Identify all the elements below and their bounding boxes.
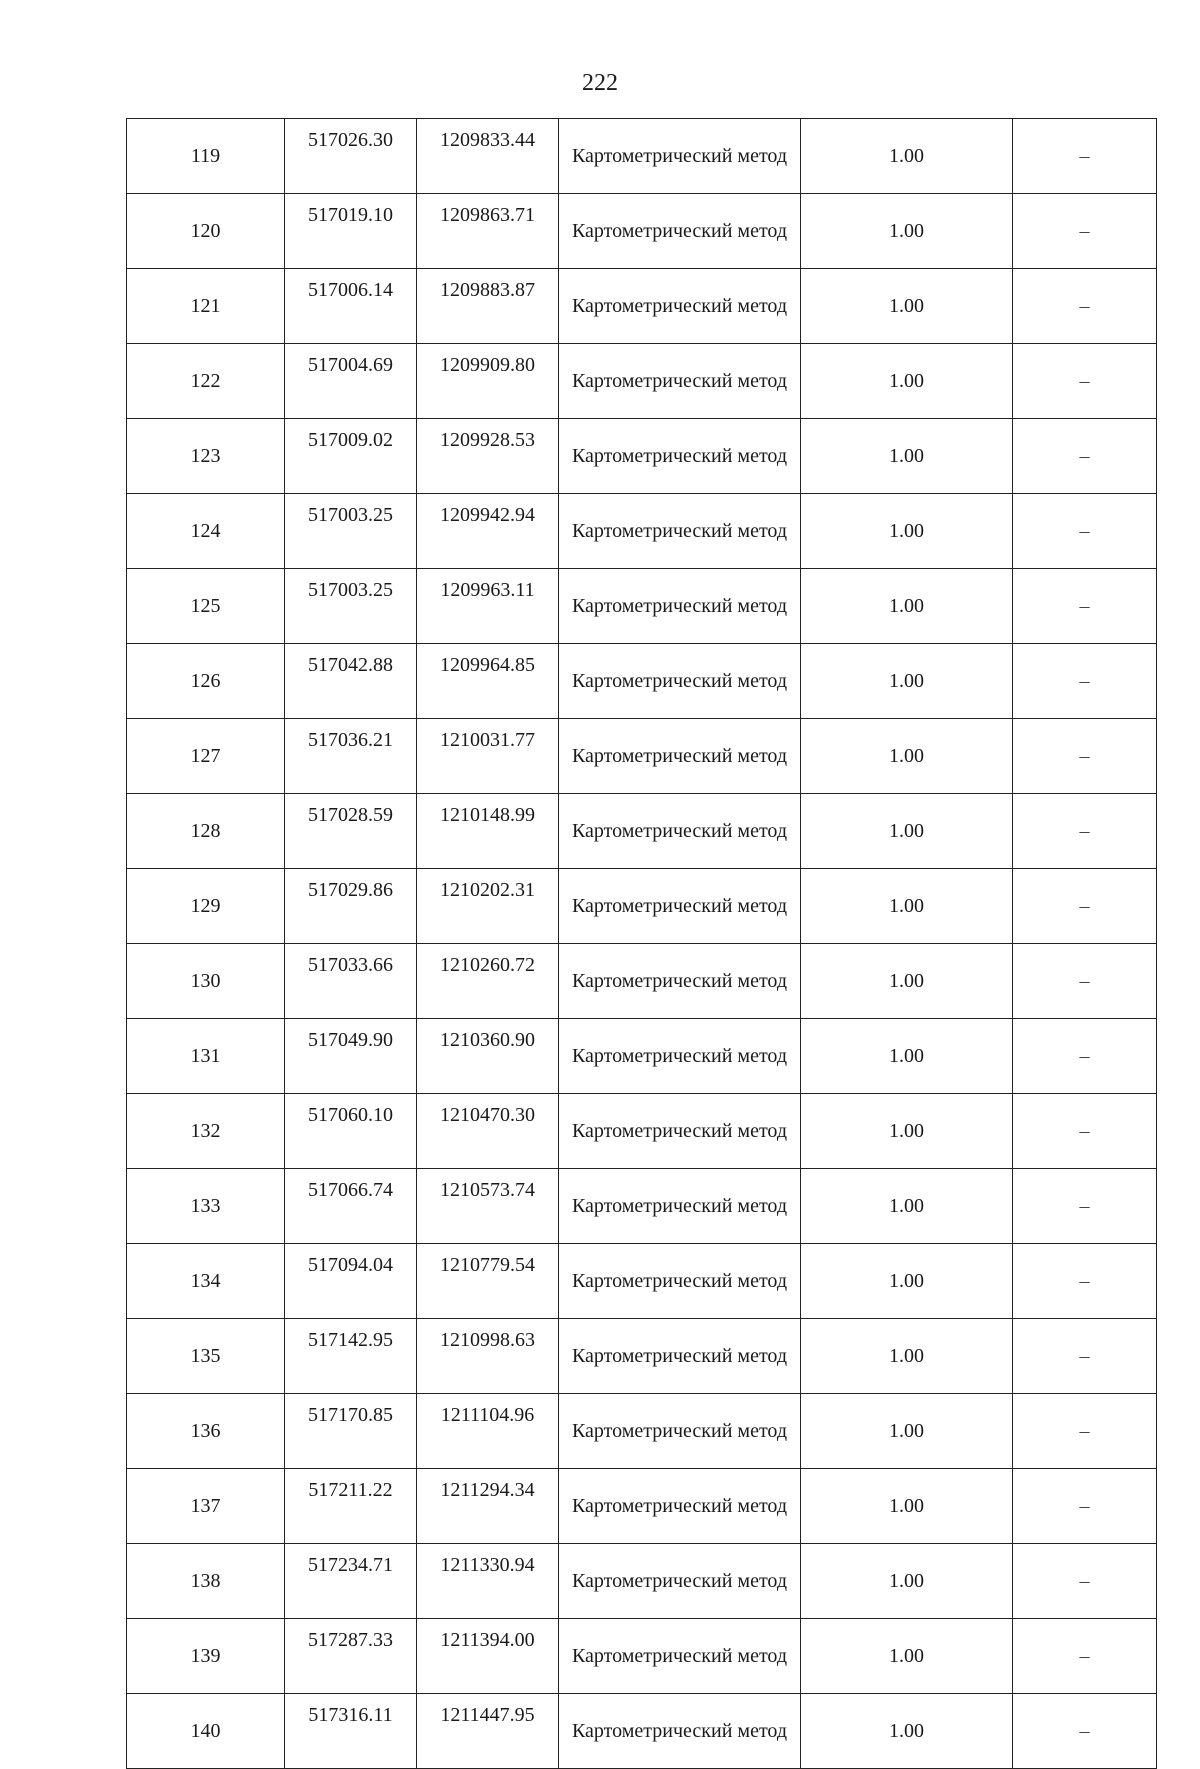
description-cell: – [1013,494,1157,569]
x-coordinate-cell: 517033.66 [285,944,417,1019]
accuracy-cell: 1.00 [801,569,1013,644]
point-number-cell: 138 [127,1544,285,1619]
accuracy-cell: 1.00 [801,1019,1013,1094]
method-cell: Картометрический метод [559,1394,801,1469]
x-coordinate-cell: 517004.69 [285,344,417,419]
accuracy-cell: 1.00 [801,344,1013,419]
y-coordinate-cell: 1210031.77 [417,719,559,794]
y-coordinate-cell: 1210998.63 [417,1319,559,1394]
method-cell: Картометрический метод [559,1169,801,1244]
description-cell: – [1013,1469,1157,1544]
y-coordinate-cell: 1211447.95 [417,1694,559,1769]
method-cell: Картометрический метод [559,719,801,794]
description-cell: – [1013,1694,1157,1769]
y-coordinate-cell: 1211104.96 [417,1394,559,1469]
accuracy-cell: 1.00 [801,269,1013,344]
accuracy-cell: 1.00 [801,419,1013,494]
description-cell: – [1013,1019,1157,1094]
method-cell: Картометрический метод [559,869,801,944]
y-coordinate-cell: 1211294.34 [417,1469,559,1544]
accuracy-cell: 1.00 [801,794,1013,869]
description-cell: – [1013,269,1157,344]
point-number-cell: 139 [127,1619,285,1694]
accuracy-cell: 1.00 [801,1469,1013,1544]
description-cell: – [1013,1619,1157,1694]
method-cell: Картометрический метод [559,1319,801,1394]
method-cell: Картометрический метод [559,569,801,644]
method-cell: Картометрический метод [559,419,801,494]
x-coordinate-cell: 517042.88 [285,644,417,719]
point-number-cell: 125 [127,569,285,644]
y-coordinate-cell: 1209883.87 [417,269,559,344]
method-cell: Картометрический метод [559,494,801,569]
table-row [127,269,1157,344]
description-cell: – [1013,1094,1157,1169]
point-number-cell: 136 [127,1394,285,1469]
y-coordinate-cell: 1210779.54 [417,1244,559,1319]
description-cell: – [1013,1394,1157,1469]
accuracy-cell: 1.00 [801,1544,1013,1619]
description-cell: – [1013,944,1157,1019]
point-number-cell: 135 [127,1319,285,1394]
method-cell: Картометрический метод [559,269,801,344]
description-cell: – [1013,1244,1157,1319]
page-number: 222 [582,70,618,96]
description-cell: – [1013,419,1157,494]
point-number-cell: 121 [127,269,285,344]
y-coordinate-cell: 1209928.53 [417,419,559,494]
y-coordinate-cell: 1210573.74 [417,1169,559,1244]
x-coordinate-cell: 517006.14 [285,269,417,344]
table-row [127,1244,1157,1319]
point-number-cell: 126 [127,644,285,719]
x-coordinate-cell: 517003.25 [285,494,417,569]
description-cell: – [1013,1169,1157,1244]
coordinates-table-body [127,119,1157,1769]
x-coordinate-cell: 517019.10 [285,194,417,269]
description-cell: – [1013,194,1157,269]
point-number-cell: 131 [127,1019,285,1094]
y-coordinate-cell: 1209833.44 [417,119,559,194]
accuracy-cell: 1.00 [801,194,1013,269]
description-cell: – [1013,1544,1157,1619]
accuracy-cell: 1.00 [801,1394,1013,1469]
description-cell: – [1013,644,1157,719]
description-cell: – [1013,794,1157,869]
method-cell: Картометрический метод [559,1619,801,1694]
method-cell: Картометрический метод [559,1244,801,1319]
accuracy-cell: 1.00 [801,1319,1013,1394]
table-row [127,1094,1157,1169]
accuracy-cell: 1.00 [801,1619,1013,1694]
y-coordinate-cell: 1209909.80 [417,344,559,419]
table-row [127,1169,1157,1244]
description-cell: – [1013,119,1157,194]
point-number-cell: 134 [127,1244,285,1319]
table-row [127,794,1157,869]
point-number-cell: 123 [127,419,285,494]
method-cell: Картометрический метод [559,944,801,1019]
table-row [127,494,1157,569]
table-row [127,419,1157,494]
description-cell: – [1013,344,1157,419]
point-number-cell: 128 [127,794,285,869]
point-number-cell: 122 [127,344,285,419]
accuracy-cell: 1.00 [801,1094,1013,1169]
x-coordinate-cell: 517066.74 [285,1169,417,1244]
x-coordinate-cell: 517036.21 [285,719,417,794]
x-coordinate-cell: 517316.11 [285,1694,417,1769]
description-cell: – [1013,869,1157,944]
y-coordinate-cell: 1210148.99 [417,794,559,869]
method-cell: Картометрический метод [559,1469,801,1544]
description-cell: – [1013,1319,1157,1394]
x-coordinate-cell: 517009.02 [285,419,417,494]
point-number-cell: 130 [127,944,285,1019]
x-coordinate-cell: 517060.10 [285,1094,417,1169]
method-cell: Картометрический метод [559,1544,801,1619]
accuracy-cell: 1.00 [801,1169,1013,1244]
point-number-cell: 119 [127,119,285,194]
description-cell: – [1013,719,1157,794]
accuracy-cell: 1.00 [801,119,1013,194]
method-cell: Картометрический метод [559,194,801,269]
method-cell: Картометрический метод [559,644,801,719]
method-cell: Картометрический метод [559,119,801,194]
point-number-cell: 133 [127,1169,285,1244]
x-coordinate-cell: 517211.22 [285,1469,417,1544]
table-row [127,1694,1157,1769]
y-coordinate-cell: 1209942.94 [417,494,559,569]
table-row [127,1544,1157,1619]
point-number-cell: 129 [127,869,285,944]
x-coordinate-cell: 517287.33 [285,1619,417,1694]
accuracy-cell: 1.00 [801,944,1013,1019]
x-coordinate-cell: 517028.59 [285,794,417,869]
x-coordinate-cell: 517029.86 [285,869,417,944]
accuracy-cell: 1.00 [801,644,1013,719]
x-coordinate-cell: 517170.85 [285,1394,417,1469]
table-row [127,1019,1157,1094]
description-cell: – [1013,569,1157,644]
y-coordinate-cell: 1210260.72 [417,944,559,1019]
x-coordinate-cell: 517142.95 [285,1319,417,1394]
table-row [127,344,1157,419]
point-number-cell: 137 [127,1469,285,1544]
table-row [127,1319,1157,1394]
y-coordinate-cell: 1211330.94 [417,1544,559,1619]
y-coordinate-cell: 1211394.00 [417,1619,559,1694]
point-number-cell: 124 [127,494,285,569]
accuracy-cell: 1.00 [801,1694,1013,1769]
x-coordinate-cell: 517026.30 [285,119,417,194]
table-row [127,119,1157,194]
table-row [127,1394,1157,1469]
table-row [127,869,1157,944]
table-row [127,719,1157,794]
y-coordinate-cell: 1209863.71 [417,194,559,269]
coordinates-table [126,118,1157,1769]
y-coordinate-cell: 1210202.31 [417,869,559,944]
point-number-cell: 140 [127,1694,285,1769]
table-row [127,944,1157,1019]
point-number-cell: 120 [127,194,285,269]
table-row [127,644,1157,719]
table-row [127,1469,1157,1544]
accuracy-cell: 1.00 [801,1244,1013,1319]
x-coordinate-cell: 517003.25 [285,569,417,644]
method-cell: Картометрический метод [559,1694,801,1769]
point-number-cell: 127 [127,719,285,794]
y-coordinate-cell: 1209963.11 [417,569,559,644]
y-coordinate-cell: 1210470.30 [417,1094,559,1169]
table-row [127,569,1157,644]
method-cell: Картометрический метод [559,344,801,419]
method-cell: Картометрический метод [559,794,801,869]
x-coordinate-cell: 517234.71 [285,1544,417,1619]
table-row [127,194,1157,269]
accuracy-cell: 1.00 [801,494,1013,569]
table-row [127,1619,1157,1694]
accuracy-cell: 1.00 [801,869,1013,944]
method-cell: Картометрический метод [559,1019,801,1094]
accuracy-cell: 1.00 [801,719,1013,794]
point-number-cell: 132 [127,1094,285,1169]
x-coordinate-cell: 517094.04 [285,1244,417,1319]
y-coordinate-cell: 1210360.90 [417,1019,559,1094]
method-cell: Картометрический метод [559,1094,801,1169]
x-coordinate-cell: 517049.90 [285,1019,417,1094]
y-coordinate-cell: 1209964.85 [417,644,559,719]
